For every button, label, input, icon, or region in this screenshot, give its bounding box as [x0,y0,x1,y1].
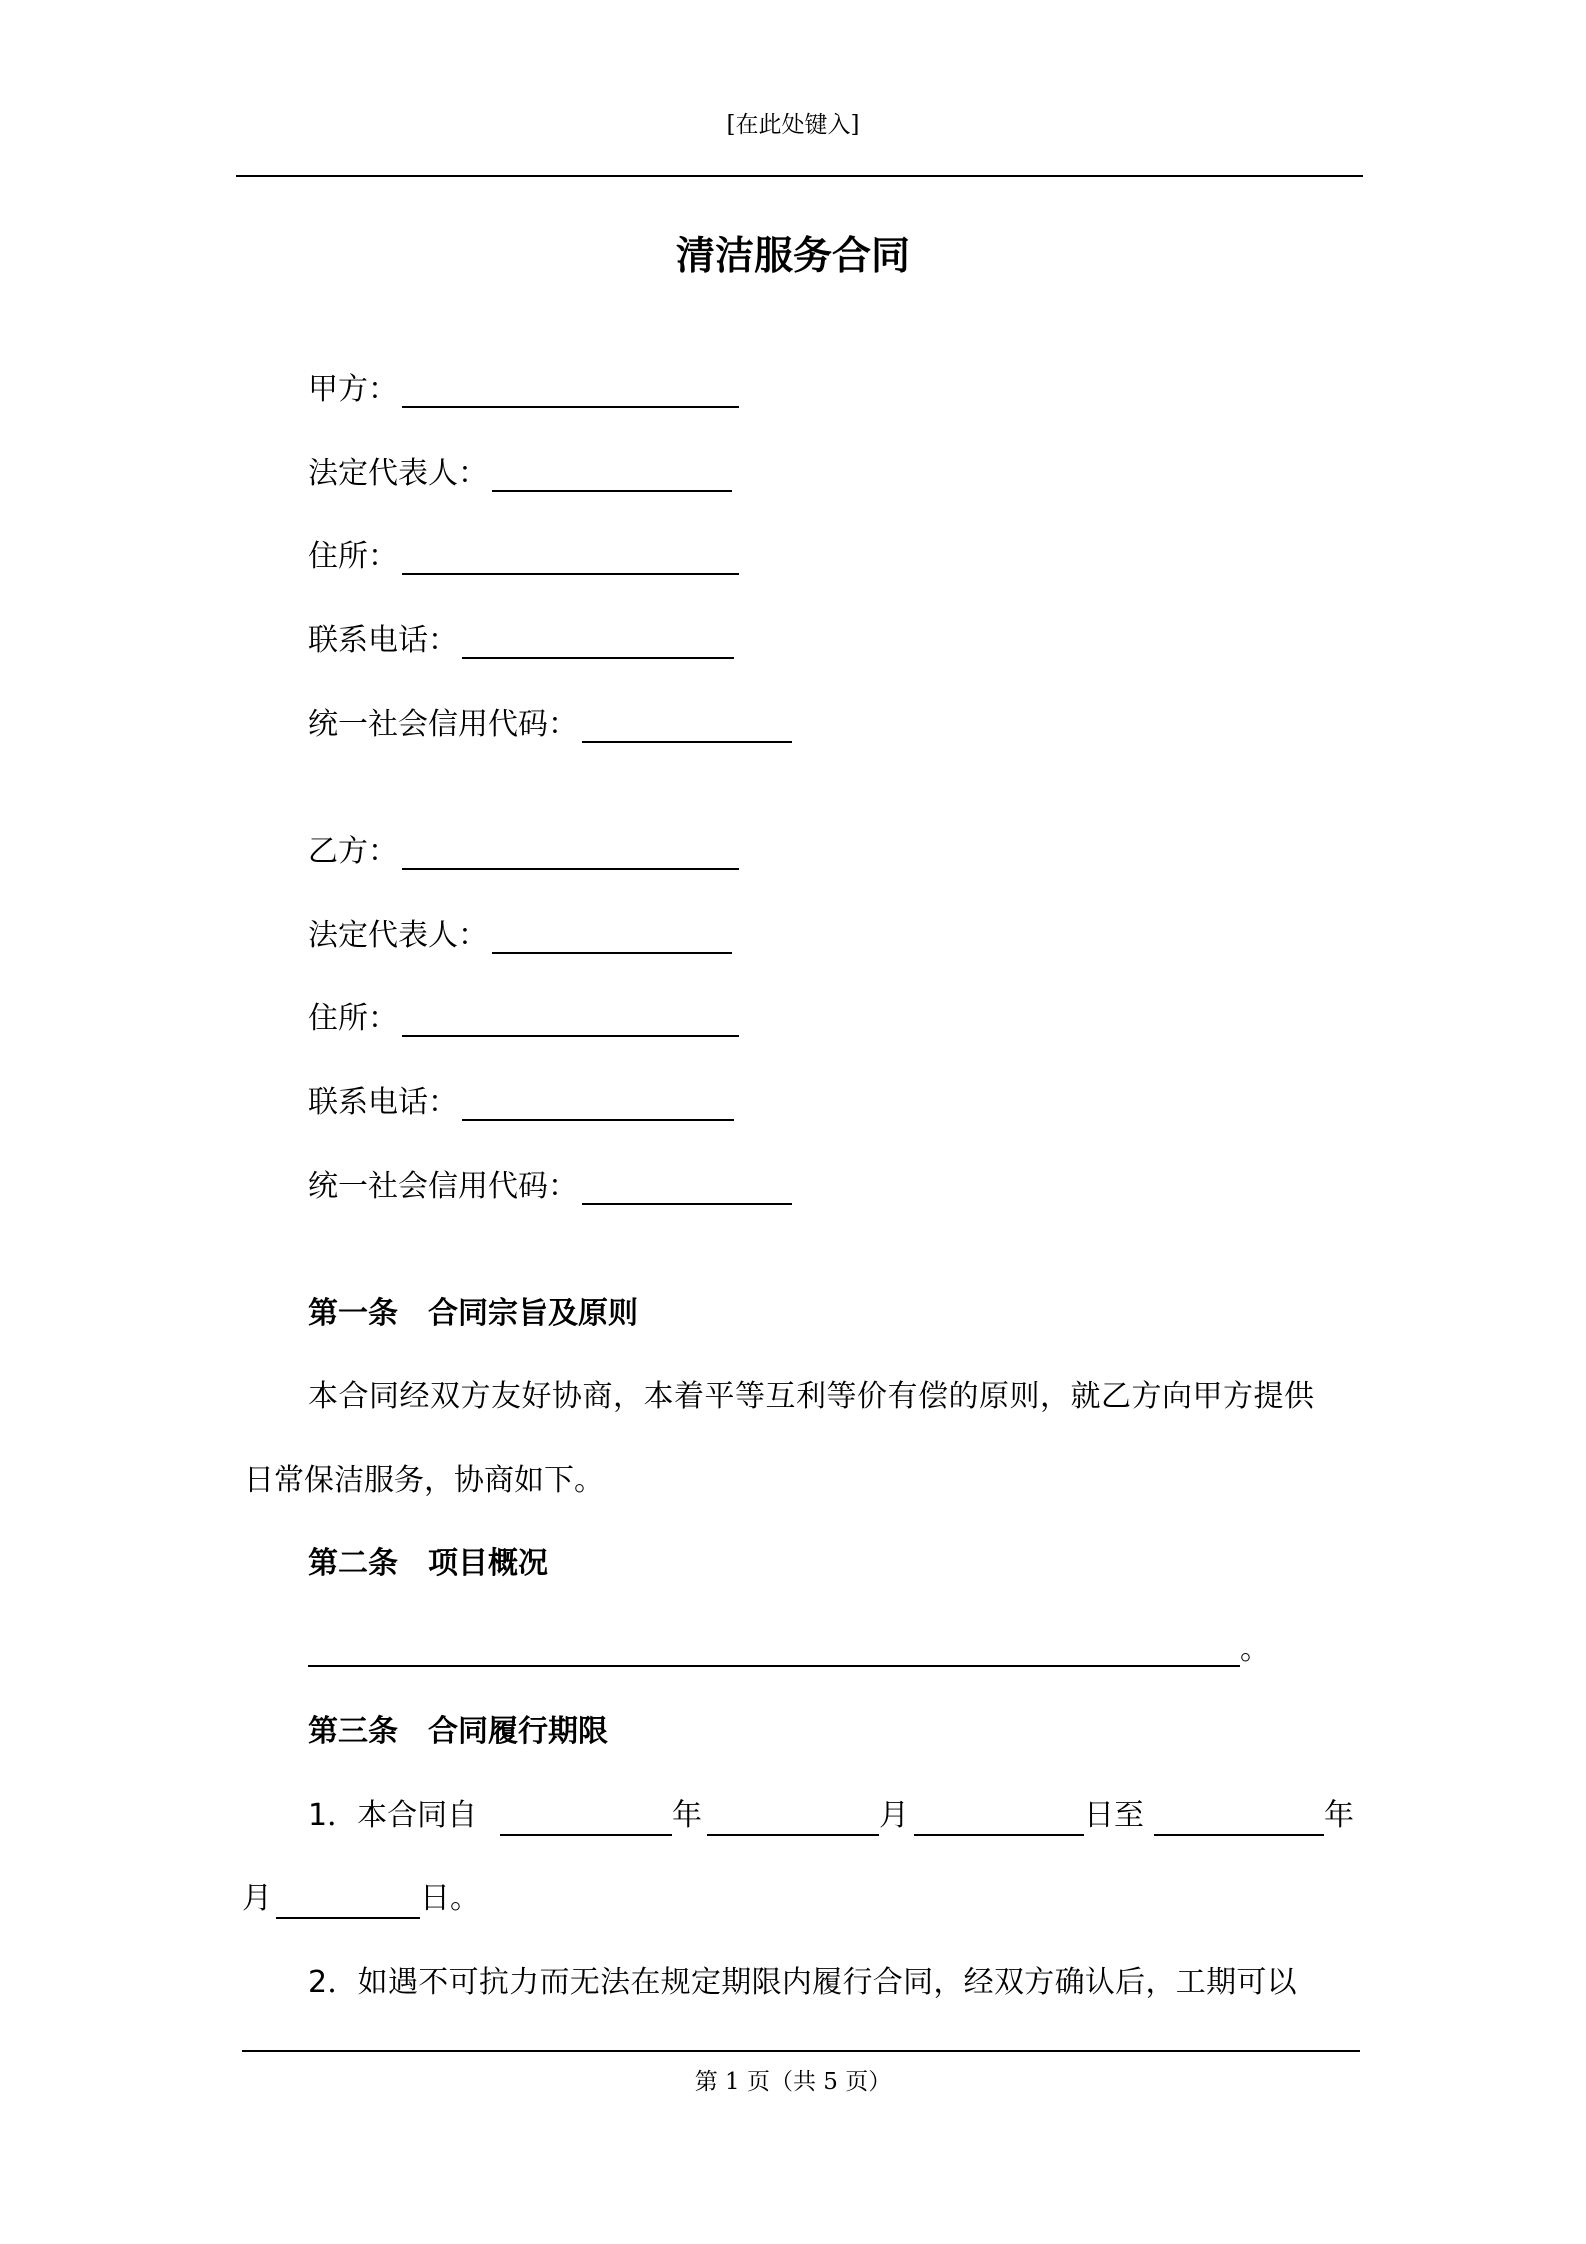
party-b-name-field [308,828,739,872]
party-b-name-label: 乙方： [308,834,398,869]
party-a-phone-field [308,617,734,661]
party-b-phone-blank[interactable] [462,1085,734,1121]
party-a-address-field [308,533,739,577]
party-a-name-field [308,366,739,410]
item-1-prefix: 1．本合同自 [308,1798,478,1833]
year-label: 年 [672,1798,702,1833]
party-b-address-blank[interactable] [402,1001,739,1037]
party-a-credit-label: 统一社会信用代码： [308,707,578,742]
article-1-line-2: 日常保洁服务，协商如下。 [244,1463,604,1498]
start-month-blank[interactable] [707,1834,879,1836]
party-a-credit-blank[interactable] [582,707,792,743]
end-day-blank[interactable] [276,1917,420,1919]
party-a-name-label: 甲方： [308,372,398,407]
article-1-heading: 第一条 合同宗旨及原则 [308,1296,638,1331]
party-b-phone-label: 联系电话： [308,1085,458,1120]
party-a-name-blank[interactable] [402,372,739,408]
end-year-blank[interactable] [1154,1834,1324,1836]
day-end-label: 日。 [420,1881,480,1916]
party-b-credit-blank[interactable] [582,1169,792,1205]
party-b-name-blank[interactable] [402,834,739,870]
article-3-heading: 第三条 合同履行期限 [308,1714,608,1749]
party-b-address-field [308,995,739,1039]
party-a-rep-field [308,450,732,494]
party-b-rep-label: 法定代表人： [308,918,488,953]
footer-divider [242,2050,1360,2052]
item-2-text: 2．如遇不可抗力而无法在规定期限内履行合同，经双方确认后，工期可以 [308,1965,1297,2000]
party-b-rep-blank[interactable] [492,918,732,954]
party-a-credit-field [308,701,792,745]
party-b-credit-label: 统一社会信用代码： [308,1169,578,1204]
start-day-blank[interactable] [914,1834,1084,1836]
month-label: 月 [879,1798,909,1833]
project-overview-blank[interactable] [308,1665,1240,1667]
party-b-rep-field [308,912,732,956]
party-a-rep-blank[interactable] [492,456,732,492]
article-1-line-1: 本合同经双方友好协商，本着平等互利等价有偿的原则，就乙方向甲方提供 [308,1379,1315,1414]
page-header: [在此处键入] [726,112,860,138]
start-year-blank[interactable] [500,1834,672,1836]
project-overview-end-mark: 。 [1240,1632,1270,1667]
day-to-label: 日至 [1084,1798,1144,1833]
document-title: 清洁服务合同 [675,234,910,279]
page-footer: 第 1 页（共 5 页） [694,2069,892,2095]
party-a-phone-blank[interactable] [462,623,734,659]
party-a-rep-label: 法定代表人： [308,456,488,491]
party-b-phone-field [308,1079,734,1123]
year-label-2: 年 [1324,1798,1354,1833]
header-divider [236,175,1363,177]
party-b-address-label: 住所： [308,1001,398,1036]
party-a-address-blank[interactable] [402,539,739,575]
article-2-heading: 第二条 项目概况 [308,1546,548,1581]
party-a-address-label: 住所： [308,539,398,574]
month-label-2: 月 [242,1881,272,1916]
party-b-credit-field [308,1163,792,1207]
party-a-phone-label: 联系电话： [308,623,458,658]
